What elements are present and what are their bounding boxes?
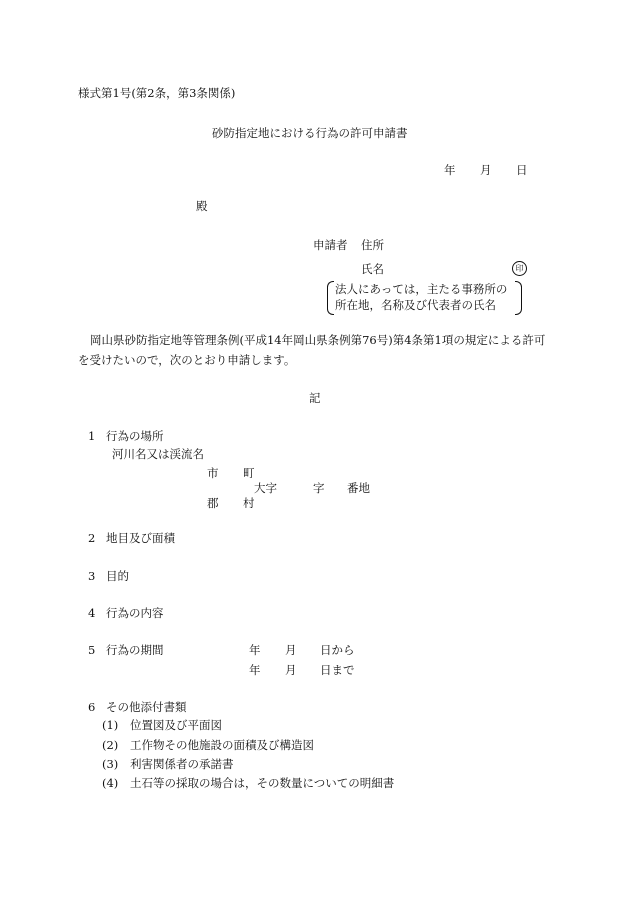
application-statement-text: 岡山県砂防指定地等管理条例(平成14年岡山県条例第76号)第4条第1項の規定による許可を受けたいので，次のとおり申請します。 (78, 333, 546, 367)
attachment-2-number: (2) (102, 738, 119, 752)
attachment-3-text: 利害関係者の承諾書 (130, 757, 234, 771)
note-bracket-right (515, 281, 522, 315)
date-month-label: 月 (480, 163, 492, 177)
item-5-number: 5 (88, 643, 96, 657)
period-start-day: 日から (320, 643, 355, 657)
period-end-month: 月 (285, 663, 297, 677)
period-start-month: 月 (285, 643, 297, 657)
period-end-year: 年 (249, 663, 261, 677)
item-2-label: 地目及び面積 (106, 531, 175, 545)
place-cho: 町 (243, 466, 255, 480)
place-shi: 市 (207, 466, 219, 480)
date-year-label: 年 (444, 163, 456, 177)
application-statement (78, 330, 552, 370)
item-5-label: 行為の期間 (106, 643, 164, 657)
item-4-label: 行為の内容 (106, 606, 164, 620)
period-end-day: 日まで (320, 663, 355, 677)
item-3-number: 3 (88, 569, 96, 583)
seal-mark: 印 (512, 261, 527, 276)
place-gun: 郡 (207, 496, 219, 510)
item-3-label: 目的 (106, 569, 129, 583)
attachment-4-text: 土石等の採取の場合は，その数量についての明細書 (130, 776, 395, 790)
note-bracket-left (327, 281, 334, 315)
applicant-name-label: 氏名 (361, 262, 384, 276)
applicant-address-label: 住所 (361, 238, 384, 252)
place-aza: 字 (313, 481, 325, 495)
addressee-suffix: 殿 (196, 199, 208, 213)
date-day-label: 日 (516, 163, 528, 177)
form-number: 様式第1号(第2条，第3条関係) (78, 86, 236, 100)
place-oaza: 大字 (254, 481, 277, 495)
ki-heading: 記 (309, 391, 321, 405)
applicant-label: 申請者 (313, 238, 348, 252)
river-name-label: 河川名又は渓流名 (112, 447, 204, 461)
item-2-number: 2 (88, 531, 96, 545)
item-6-label: その他添付書類 (106, 700, 187, 714)
attachment-1-number: (1) (102, 718, 119, 732)
place-banchi: 番地 (347, 481, 370, 495)
page-title: 砂防指定地における行為の許可申請書 (212, 126, 408, 140)
place-son: 村 (243, 496, 255, 510)
item-1-number: 1 (88, 429, 96, 443)
attachment-4-number: (4) (102, 776, 119, 790)
attachment-3-number: (3) (102, 757, 119, 771)
attachment-2-text: 工作物その他施設の面積及び構造図 (130, 738, 314, 752)
item-6-number: 6 (88, 700, 96, 714)
item-1-label: 行為の場所 (106, 429, 164, 443)
applicant-note-line1: 法人にあっては，主たる事務所の (335, 282, 508, 296)
attachment-1-text: 位置図及び平面図 (130, 718, 222, 732)
period-start-year: 年 (249, 643, 261, 657)
item-4-number: 4 (88, 606, 96, 620)
applicant-note-line2: 所在地，名称及び代表者の氏名 (335, 298, 496, 312)
